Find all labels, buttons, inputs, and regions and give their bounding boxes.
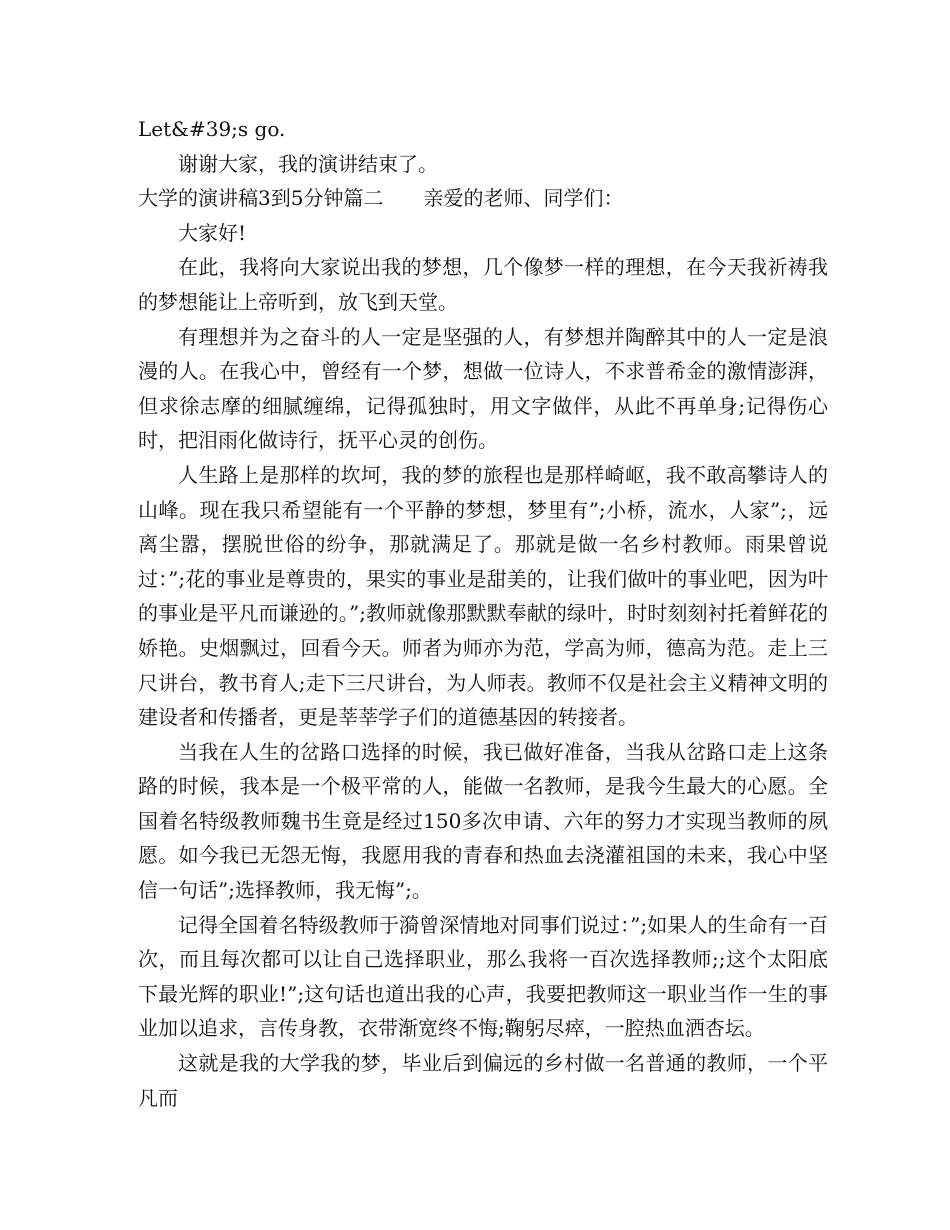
paragraph-7: 人生路上是那样的坎坷，我的梦的旅程也是那样崎岖，我不敢高攀诗人的山峰。现在我只希望能有一个平静的梦想，梦里有”;小桥，流水，人家”;，远离尘嚣，摆脱世俗的纷争，那就满足了。那就是做一名乡村教师。雨果曾说过：”;花的事业是尊贵的，果实的事业是甜美的，让我们做叶的事业吧，因为叶的事业是平凡而谦逊的。”;教师就像那默默奉献的绿叶，时时刻刻衬托着鲜花的娇艳。史烟飘过，回看今天。师者为师亦为范，学高为师，德高为范。走上三尺讲台，教书育人;走下三尺讲台，为人师表。教师不仅是社会主义精神文明的建设者和传播者，更是莘莘学子们的道德基因的转接者。: [138, 462, 828, 730]
paragraph-8: 当我在人生的岔路口选择的时候，我已做好准备，当我从岔路口走上这条路的时候，我本是一个极平常的人，能做一名教师，是我今生最大的心愿。全国着名特级教师魏书生竟是经过150多次申请、六年的努力才实现当教师的夙愿。如今我已无怨无悔，我愿用我的青春和热血去浇灌祖国的未来，我心中坚信一句话”;选择教师，我无悔”;。: [138, 739, 828, 903]
paragraph-6: 有理想并为之奋斗的人一定是坚强的人，有梦想并陶醉其中的人一定是浪漫的人。在我心中，曾经有一个梦，想做一位诗人，不求普希金的激情澎湃，但求徐志摩的细腻缠绵，记得孤独时，用文字做伴，从此不再单身;记得伤心时，把泪雨化做诗行，抚平心灵的创伤。: [138, 324, 828, 453]
paragraph-10: 这就是我的大学我的梦，毕业后到偏远的乡村做一名普通的教师，一个平凡而: [138, 1051, 828, 1110]
paragraph-1: Let&#39;s go.: [138, 117, 286, 141]
paragraph-9: 记得全国着名特级教师于漪曾深情地对同事们说过：”;如果人的生命有一百次，而且每次都可以让自己选择职业，那么我将一百次选择教师;;这个太阳底下最光辉的职业!”;这句话也道出我的心声，我要把教师这一职业当作一生的事业加以追求，言传身教，衣带渐宽终不悔;鞠躬尽瘁，一腔热血洒杏坛。: [138, 912, 828, 1041]
paragraph-5: 在此，我将向大家说出我的梦想，几个像梦一样的理想，在今天我祈祷我的梦想能让上帝听到，放飞到天堂。: [138, 255, 828, 314]
paragraph-4: 大家好!: [178, 220, 247, 245]
document-body: [138, 112, 828, 1115]
paragraph-2: 谢谢大家，我的演讲结束了。: [178, 151, 438, 176]
paragraph-3: 大学的演讲稿3到5分钟篇二 亲爱的老师、同学们：: [138, 186, 624, 211]
